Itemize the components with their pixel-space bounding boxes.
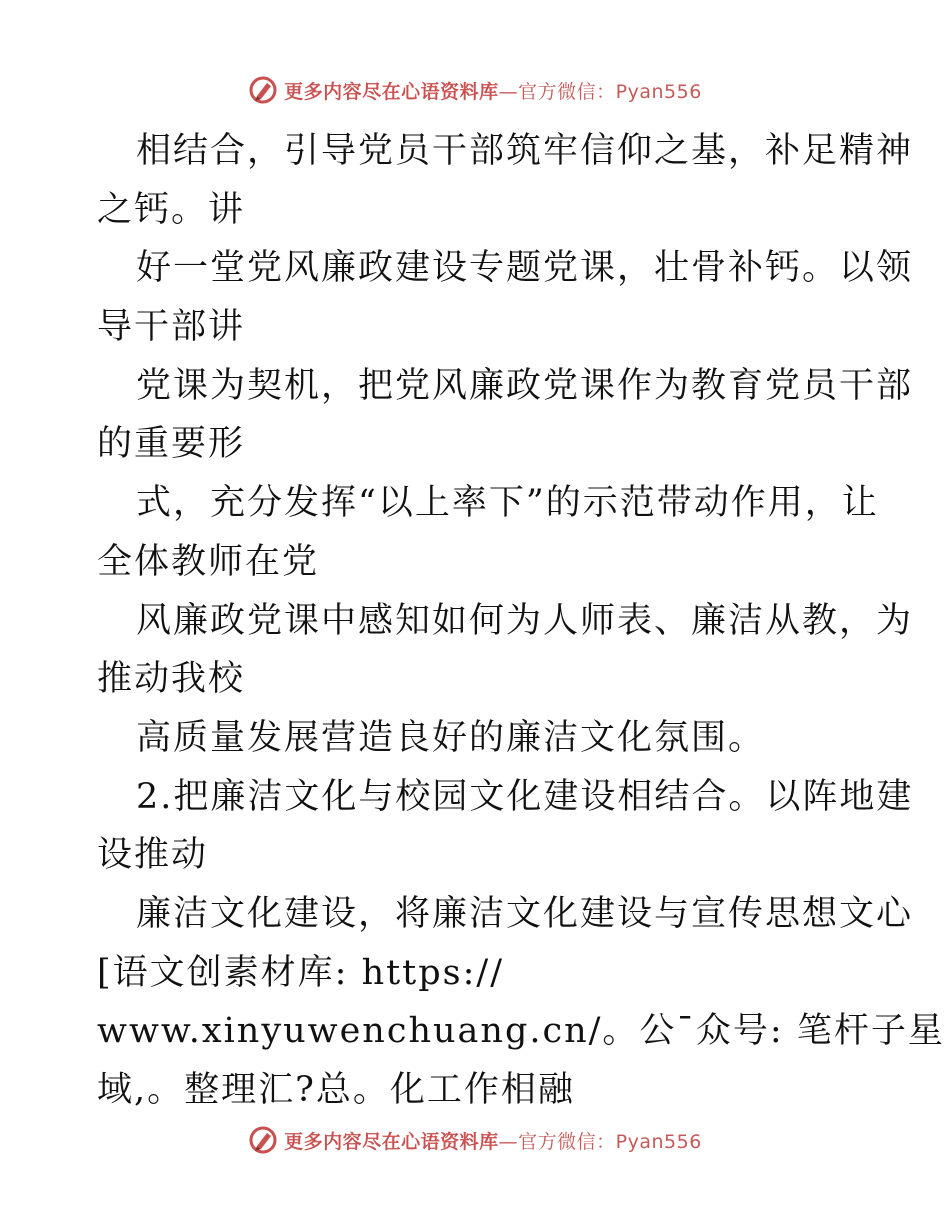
text-line: 好一堂党风廉政建设专题党课，壮骨补钙。以领 [136,248,914,289]
watermark-dash: — [498,80,519,103]
text-line: 全体教师在党 [97,541,320,582]
watermark-header [0,70,950,110]
watermark-main: 更多内容尽在心语资料库 [284,1130,499,1153]
watermark-dash: — [498,1130,519,1153]
watermark-main: 更多内容尽在心语资料库 [284,80,499,103]
text-line: 风廉政党课中感知如何为人师表、廉洁从教，为 [136,600,914,641]
watermark-footer [0,1120,950,1160]
pen-logo-icon [248,1125,278,1155]
text-line: 式，充分发挥“以上率下”的示范带动作用，让 [136,483,879,524]
text-line: 相结合，引导党员干部筑牢信仰之基，补足精神 [136,131,914,171]
text-line: 党课为契机，把党风廉政党课作为教育党员干部 [136,365,914,406]
text-line: 高质量发展营造良好的廉洁文化氛围。 [136,717,766,758]
text-line: 之钙。讲 [97,189,246,230]
watermark-text [284,1127,702,1154]
watermark-text [284,77,702,104]
text-line: [语文创素材库: https:// [97,952,504,993]
pen-logo-icon [248,75,278,105]
document-body [97,122,945,1120]
text-line: 推动我校 [97,659,246,700]
text-line: www.xinyuwenchuang.cn/。公¯众号: 笔杆子星 [97,1011,945,1052]
text-line: 2.把廉洁文化与校园文化建设相结合。以阵地建 [136,776,914,817]
text-line: 廉洁文化建设，将廉洁文化建设与宣传思想文心 [136,893,914,934]
text-line: 导干部讲 [97,307,246,348]
text-line: 域,。整理汇?总。化工作相融 [97,1070,575,1110]
text-line: 的重要形 [97,424,246,465]
text-line: 设推动 [97,835,209,876]
watermark-tail: 官方微信：Pyan556 [518,80,702,103]
watermark-tail: 官方微信：Pyan556 [518,1130,702,1153]
